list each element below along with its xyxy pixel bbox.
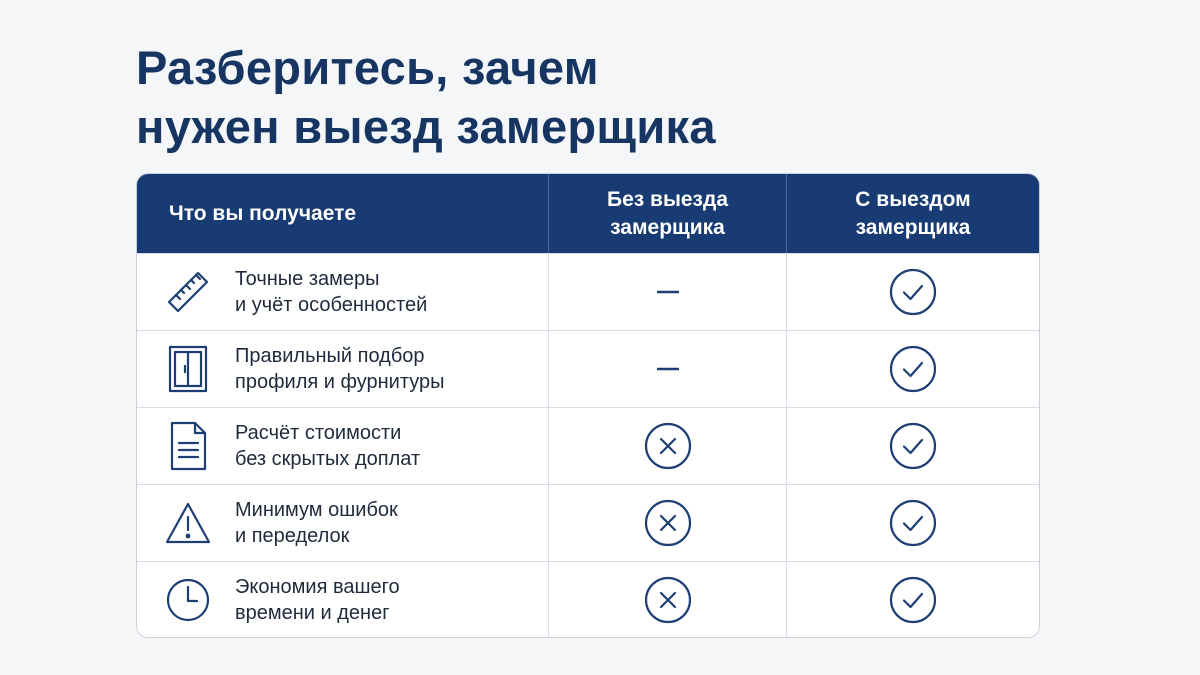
window-icon (163, 344, 213, 394)
header-with-measurer: С выездом замерщика (786, 174, 1039, 253)
feature-text: Правильный подбор профиля и фурнитуры (235, 345, 445, 393)
table-row (137, 330, 1039, 407)
page-title (136, 38, 716, 156)
table-header (137, 174, 1039, 253)
table-row (137, 407, 1039, 484)
cross-icon (548, 408, 786, 484)
check-icon (786, 562, 1039, 638)
title-line-2: нужен выезд замерщика (136, 100, 716, 153)
title-line-1: Разберитесь, зачем (136, 41, 599, 94)
table-row (137, 561, 1039, 638)
check-icon (786, 254, 1039, 330)
feature-text: Экономия вашего времени и денег (235, 576, 400, 624)
cross-icon (548, 485, 786, 561)
comparison-table (136, 173, 1040, 638)
document-icon (163, 421, 213, 471)
table-row (137, 484, 1039, 561)
feature-text: Минимум ошибок и переделок (235, 499, 398, 547)
warning-icon (163, 498, 213, 548)
table-row (137, 253, 1039, 330)
cross-icon (548, 562, 786, 638)
check-icon (786, 331, 1039, 407)
check-icon (786, 485, 1039, 561)
feature-text: Расчёт стоимости без скрытых доплат (235, 422, 421, 470)
feature-text: Точные замеры и учёт особенностей (235, 268, 428, 316)
ruler-icon (163, 267, 213, 317)
dash-icon (548, 331, 786, 407)
header-without-measurer: Без выезда замерщика (548, 174, 786, 253)
header-feature: Что вы получаете (169, 201, 357, 225)
clock-icon (163, 575, 213, 625)
check-icon (786, 408, 1039, 484)
dash-icon (548, 254, 786, 330)
